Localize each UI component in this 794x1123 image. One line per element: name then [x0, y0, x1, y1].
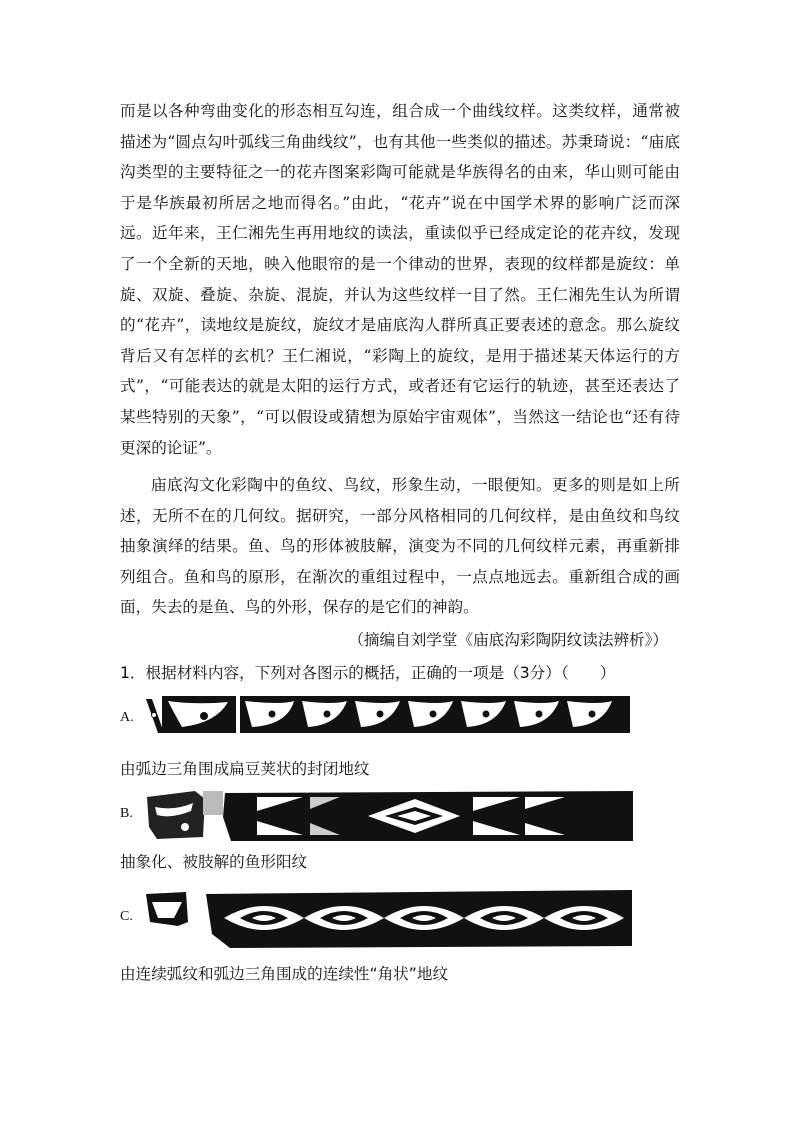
passage-paragraph-1: 而是以各种弯曲变化的形态相互勾连，组合成一个曲线纹样。这类纹样，通常被描述为“圆点勾叶弧线三角曲线纹”，也有其他一些类似的描述。苏秉琦说：“庙底沟类型的主要特征之一的花卉图案彩陶可能就是华族得名的由来，华山则可能由于是华族最初所居之地而得名。”由此，“花卉”说在中国学术界的影响广泛而深远。近年来，王仁湘先生再用地纹的读法，重读似乎已经成定论的花卉纹，发现了一个全新的天地，映入他眼帘的是一个律动的世界，表现的纹样都是旋纹：单旋、双旋、叠旋、杂旋、混旋，并认为这些纹样一目了然。王仁湘先生认为所谓的“花卉”，读地纹是旋纹，旋纹才是庙底沟人群所真正要表述的意念。那么旋纹背后又有怎样的玄机？王仁湘说，“彩陶上的旋纹，是用于描述某天体运行的方式”，“可能表达的就是太阳的运行方式，或者还有它运行的轨迹，甚至还表达了某些特别的天象”，“可以假设或猜想为原始宇宙观体”，当然这一结论也“还有待更深的论证”。 — [120, 102, 680, 457]
option-a-caption: 由弧边三角围成扁豆荚状的封闭地纹 — [120, 760, 370, 778]
option-a-pattern-image — [142, 693, 632, 735]
source-citation: （摘编自刘学堂《庙底沟彩陶阴纹读法辨析》） — [348, 631, 668, 649]
option-c-letter: C. — [120, 909, 133, 924]
option-c-caption: 由连续弧纹和弧边三角围成的连续性“角状”地纹 — [120, 965, 449, 983]
option-b-pattern-image — [145, 787, 635, 843]
option-c-pattern-image — [144, 884, 634, 950]
question-stem: 1．根据材料内容，下列对各图示的概括，正确的一项是（3分）（ ） — [120, 664, 616, 682]
option-a-letter: A. — [120, 710, 134, 725]
option-b-letter: B. — [120, 806, 133, 821]
option-b-caption: 抽象化、被肢解的鱼形阳纹 — [120, 853, 308, 871]
passage-paragraph-2: 庙底沟文化彩陶中的鱼纹、鸟纹，形象生动，一眼便知。更多的则是如上所述，无所不在的几何纹。据研究，一部分风格相同的几何纹样，是由鱼纹和鸟纹抽象演绎的结果。鱼、鸟的形体被肢解，演变为不同的几何纹样元素，再重新排列组合。鱼和鸟的原形，在渐次的重组过程中，一点点地远去。重新组合成的画面，失去的是鱼、鸟的外形，保存的是它们的神韵。 — [120, 476, 680, 617]
